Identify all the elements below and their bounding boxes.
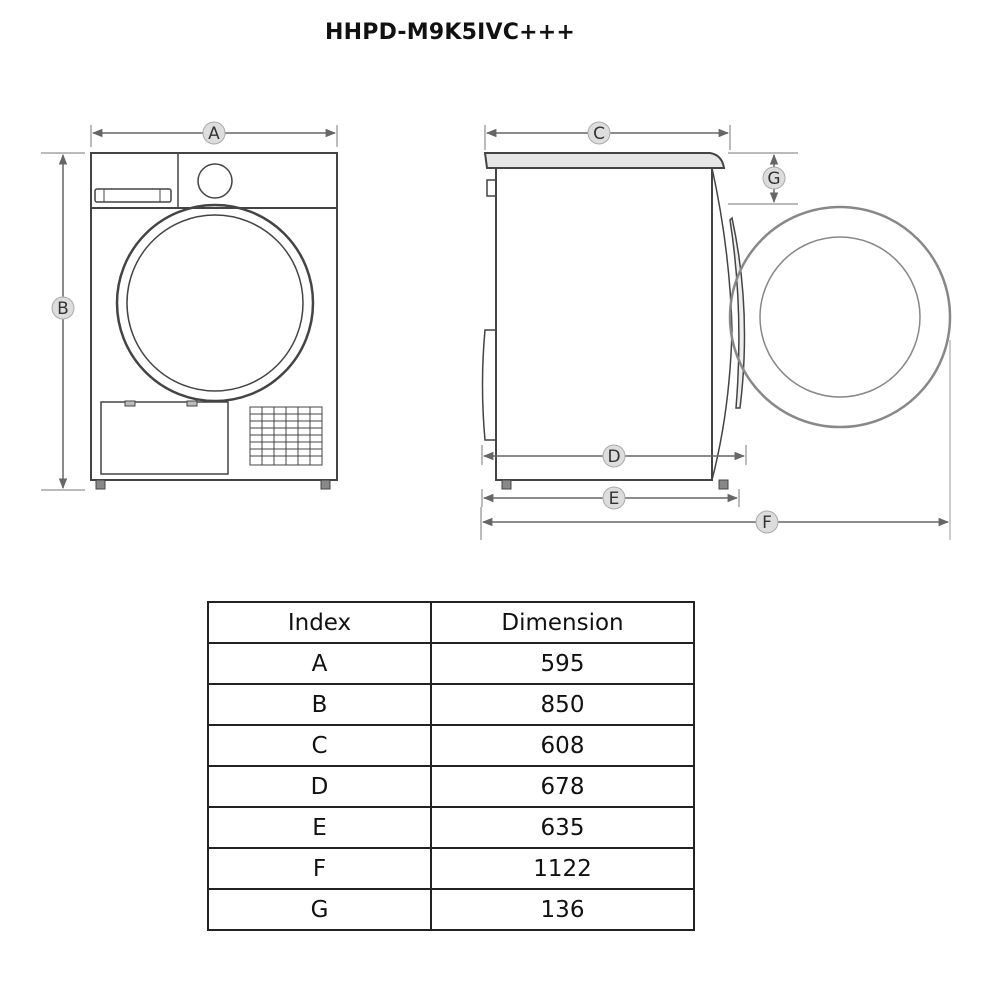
header-index: Index — [208, 602, 431, 643]
dimension-f — [481, 340, 950, 540]
dimension-d — [482, 445, 746, 467]
table-row — [208, 889, 694, 930]
door-glass — [127, 215, 303, 391]
table-row — [208, 766, 694, 807]
door-outer-ring — [117, 205, 313, 401]
table-row — [208, 684, 694, 725]
row-index: A — [208, 643, 431, 684]
label-a: A — [208, 124, 220, 144]
side-view — [483, 153, 745, 489]
rear-connector — [487, 180, 496, 196]
dimension-a — [91, 122, 337, 147]
program-knob — [198, 164, 232, 198]
front-view — [91, 153, 337, 489]
label-b: B — [57, 299, 69, 319]
side-foot-rear — [502, 480, 511, 489]
dimension-table — [207, 601, 695, 931]
filter-hatch — [101, 402, 228, 474]
open-door — [730, 207, 950, 427]
foot-right — [321, 480, 330, 489]
dimension-e — [482, 487, 739, 509]
door-profile — [730, 218, 745, 408]
row-index: F — [208, 848, 431, 889]
table-row — [208, 725, 694, 766]
label-g: G — [767, 169, 781, 189]
row-dimension: 136 — [431, 889, 694, 930]
row-dimension: 1122 — [431, 848, 694, 889]
dimension-g — [728, 153, 798, 204]
table-row — [208, 643, 694, 684]
row-index: G — [208, 889, 431, 930]
label-d: D — [607, 447, 621, 467]
dimension-b — [41, 153, 85, 490]
label-c: C — [593, 124, 605, 144]
row-index: C — [208, 725, 431, 766]
table-row — [208, 848, 694, 889]
row-index: E — [208, 807, 431, 848]
side-foot-front — [719, 480, 728, 489]
vent-grille — [250, 407, 322, 465]
table-row — [208, 807, 694, 848]
foot-left — [96, 480, 105, 489]
row-dimension: 608 — [431, 725, 694, 766]
row-index: B — [208, 684, 431, 725]
top-panel — [485, 153, 724, 168]
table-header-row — [208, 602, 694, 643]
row-index: D — [208, 766, 431, 807]
dimension-c — [485, 122, 730, 150]
model-title: HHPD-M9K5IVC+++ — [325, 20, 575, 45]
row-dimension: 595 — [431, 643, 694, 684]
row-dimension: 678 — [431, 766, 694, 807]
label-f: F — [762, 513, 772, 533]
header-dimension: Dimension — [431, 602, 694, 643]
side-body — [496, 168, 712, 480]
label-e: E — [608, 489, 620, 509]
rear-bulge — [483, 330, 497, 440]
row-dimension: 850 — [431, 684, 694, 725]
row-dimension: 635 — [431, 807, 694, 848]
